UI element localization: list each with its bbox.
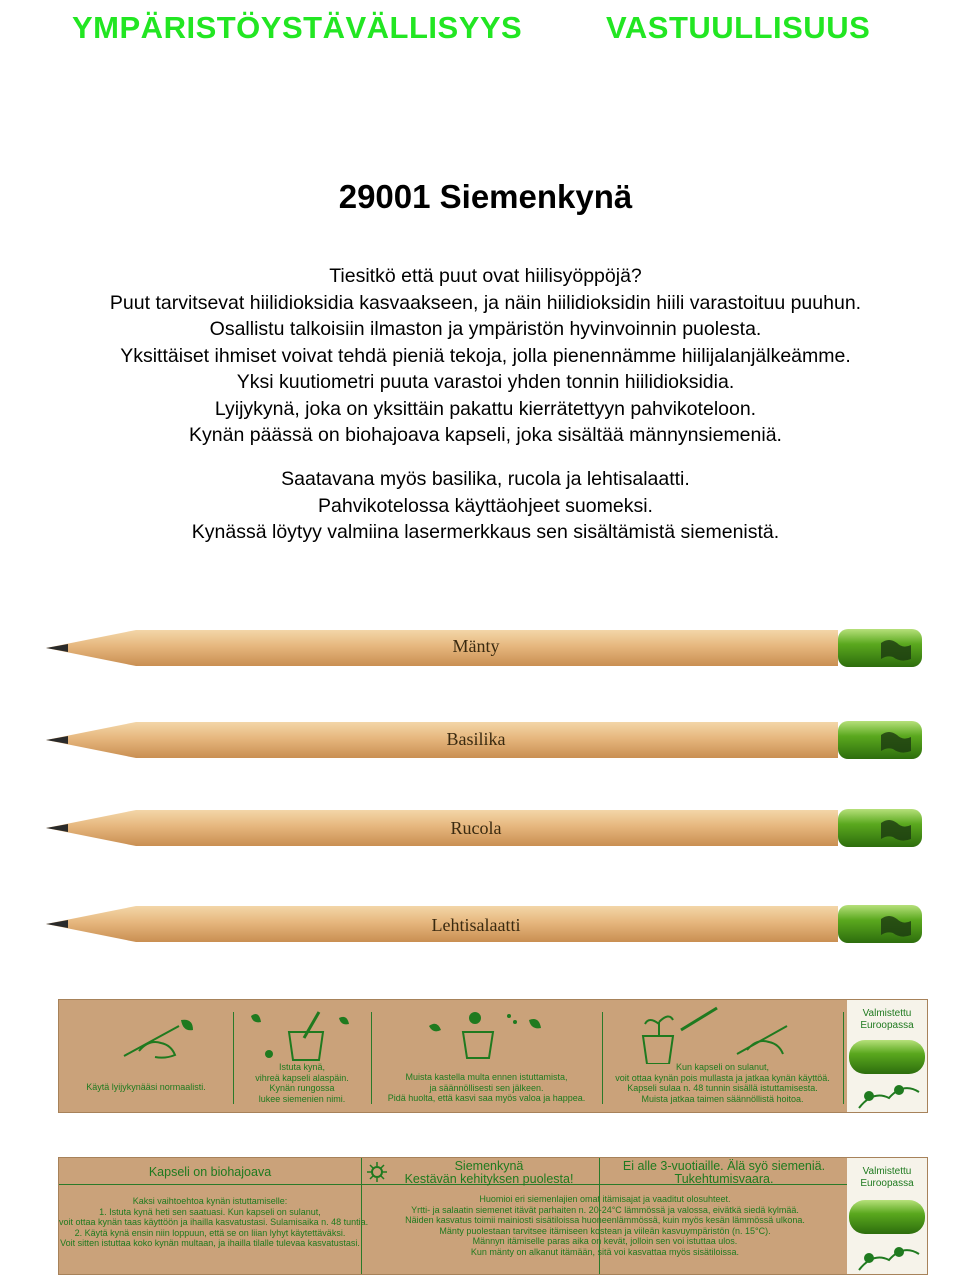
- description-line: Pahvikotelossa käyttäohjeet suomeksi.: [318, 494, 653, 517]
- made-in-line: Valmistettu: [862, 1166, 912, 1177]
- pencil-rucola: [46, 803, 930, 853]
- description-line: Lyijykynä, joka on yksittäin pakattu kierrätettyyn pahvikoteloon.: [214, 397, 757, 420]
- hand-writing-icon: [119, 1016, 199, 1064]
- watering-sun-icon: [419, 1006, 559, 1062]
- brand-label: [389, 1160, 589, 1186]
- seed-capsule-icon: [849, 1038, 925, 1110]
- germination-line: Huomioi eri siemenlajien omat itämisajat ja vaaditut olosuhteet.: [479, 1194, 731, 1204]
- made-in-europe-label: [847, 1008, 927, 1032]
- warning-label: [599, 1160, 849, 1186]
- pencil-basilika: [46, 715, 930, 765]
- step-3-line: Pidä huolta, että kasvi saa myös valoa ja happea.: [387, 1093, 586, 1103]
- packaging-back: [58, 999, 928, 1113]
- step-3-text: [371, 1072, 602, 1104]
- biodegradable-label: Kapseli on biohajoava: [148, 1165, 272, 1179]
- sprout-pencil-icon: [637, 1006, 807, 1064]
- pencil-label: Lehtisalaatti: [431, 915, 521, 935]
- pencil-label: Mänty: [452, 636, 500, 656]
- step-2-text: [233, 1062, 371, 1104]
- description-line: Osallistu talkoisiin ilmaston ja ympäristön hyvinvoinnin puolesta.: [209, 318, 762, 340]
- germination-info-text: [361, 1194, 849, 1257]
- step-4-line: Kun kapseli on sulanut,: [675, 1062, 770, 1072]
- step-2-line: vihreä kapseli alaspäin.: [255, 1072, 349, 1083]
- step-1-text: Käytä lyijykynääsi normaalisti.: [86, 1082, 206, 1092]
- germination-line: Näiden kasvatus toimii mainiosti sisätiloissa huoneenlämmössä, kuin myös kesän lämmössä ulkona.: [405, 1215, 805, 1225]
- planting-options-text: [59, 1196, 369, 1249]
- description-line: Yksittäiset ihmiset voivat tehdä pieniä tekoja, jolla pienennämme hiilijalanjälkeämme.: [120, 344, 851, 367]
- brand-line: Siemenkynä: [454, 1159, 524, 1173]
- planting-line: Kaksi vaihtoehtoa kynän istuttamiselle:: [132, 1196, 288, 1206]
- step-4-line: Kapseli sulaa n. 48 tunnin sisällä istuttamisesta.: [627, 1083, 818, 1093]
- planting-line: voit ottaa kynän taas käyttöön ja ihailla kasvatustasi. Sulamisaika n. 48 tuntia.: [59, 1217, 369, 1227]
- warning-line: Tukehtumisvaara.: [674, 1172, 774, 1186]
- planting-line: 1. Istuta kynä heti sen saatuasi. Kun kapseli on sulanut,: [99, 1206, 321, 1217]
- description-line: Kynän päässä on biohajoava kapseli, joka sisältää männynsiemeniä.: [189, 424, 782, 446]
- step-2-line: lukee siemenien nimi.: [258, 1093, 346, 1104]
- step-3-line: ja säännöllisesti sen jälkeen.: [429, 1082, 544, 1093]
- pencil-lehtisalaatti: [46, 899, 930, 949]
- planting-line: 2. Käytä kynä ensin niin loppuun, että se on liian lyhyt käytettäväksi.: [74, 1227, 346, 1238]
- warning-line: Ei alle 3-vuotiaille. Älä syö siemeniä.: [622, 1159, 826, 1173]
- step-4-text: [602, 1062, 843, 1104]
- germination-line: Mänty puolestaan tarvitsee itämiseen kostean ja viileän kasvuympäristön (n. 15°C).: [439, 1225, 771, 1236]
- step-2-line: Kynän rungossa: [269, 1083, 335, 1093]
- description-line: Puut tarvitsevat hiilidioksidia kasvaakseen, ja näin hiilidioksidin hiili varastoituu puuhun.: [109, 291, 862, 314]
- description-line: Kynässä löytyy valmiina lasermerkkaus sen sisältämistä siemenistä.: [191, 521, 780, 543]
- planting-pot-icon: [249, 1010, 359, 1065]
- sun-icon: [367, 1162, 387, 1182]
- description-line: Tiesitkö että puut ovat hiilisyöppöjä?: [329, 265, 642, 287]
- made-in-line: Valmistettu: [862, 1008, 912, 1019]
- description-line: Saatavana myös basilika, rucola ja lehtisalaatti.: [281, 468, 690, 490]
- header-responsibility: VASTUULLISUUS: [606, 10, 871, 45]
- product-title: 29001 Siemenkynä: [338, 178, 633, 215]
- made-in-europe-label: [847, 1166, 927, 1190]
- description-paragraph-2: [0, 466, 971, 546]
- germination-line: Männyn itämiselle paras aika on kevät, jolloin sen voi istuttaa ulos.: [472, 1236, 738, 1246]
- description-paragraph-1: [0, 263, 971, 449]
- packaging-side: [58, 1157, 928, 1275]
- germination-line: Kun mänty on alkanut itämään, sitä voi kasvattaa myös sisätiloissa.: [470, 1246, 740, 1257]
- seed-capsule-icon: [849, 1198, 925, 1272]
- made-in-europe-panel: [847, 1000, 927, 1112]
- made-in-line: Euroopassa: [860, 1020, 914, 1031]
- step-2-line: Istuta kynä,: [278, 1062, 326, 1072]
- description-line: Yksi kuutiometri puuta varastoi yhden tonnin hiilidioksidia.: [236, 371, 735, 393]
- header-environment: YMPÄRISTÖYSTÄVÄLLISYYS: [72, 10, 523, 45]
- step-4-line: Muista jatkaa taimen säännöllistä hoitoa.: [641, 1093, 804, 1104]
- step-4-line: voit ottaa kynän pois mullasta ja jatkaa kynän käyttöä.: [615, 1072, 830, 1083]
- made-in-europe-panel: [847, 1158, 927, 1274]
- brand-line: Kestävän kehityksen puolesta!: [404, 1172, 574, 1186]
- pencil-manty: [46, 623, 930, 673]
- planting-line: Voit sitten istuttaa koko kynän multaan, ja ihailla tilalle tulevaa kasvatustasi.: [60, 1238, 360, 1248]
- step-3-line: Muista kastella multa ennen istuttamista,: [405, 1072, 568, 1082]
- germination-line: Yrtti- ja salaatin siemenet itävät parhaiten n. 20-24°C lämmössä ja valossa, eivätkä siedä kylmää.: [411, 1204, 799, 1215]
- pencil-label: Rucola: [450, 818, 502, 838]
- pencil-label: Basilika: [446, 729, 506, 749]
- made-in-line: Euroopassa: [860, 1178, 914, 1189]
